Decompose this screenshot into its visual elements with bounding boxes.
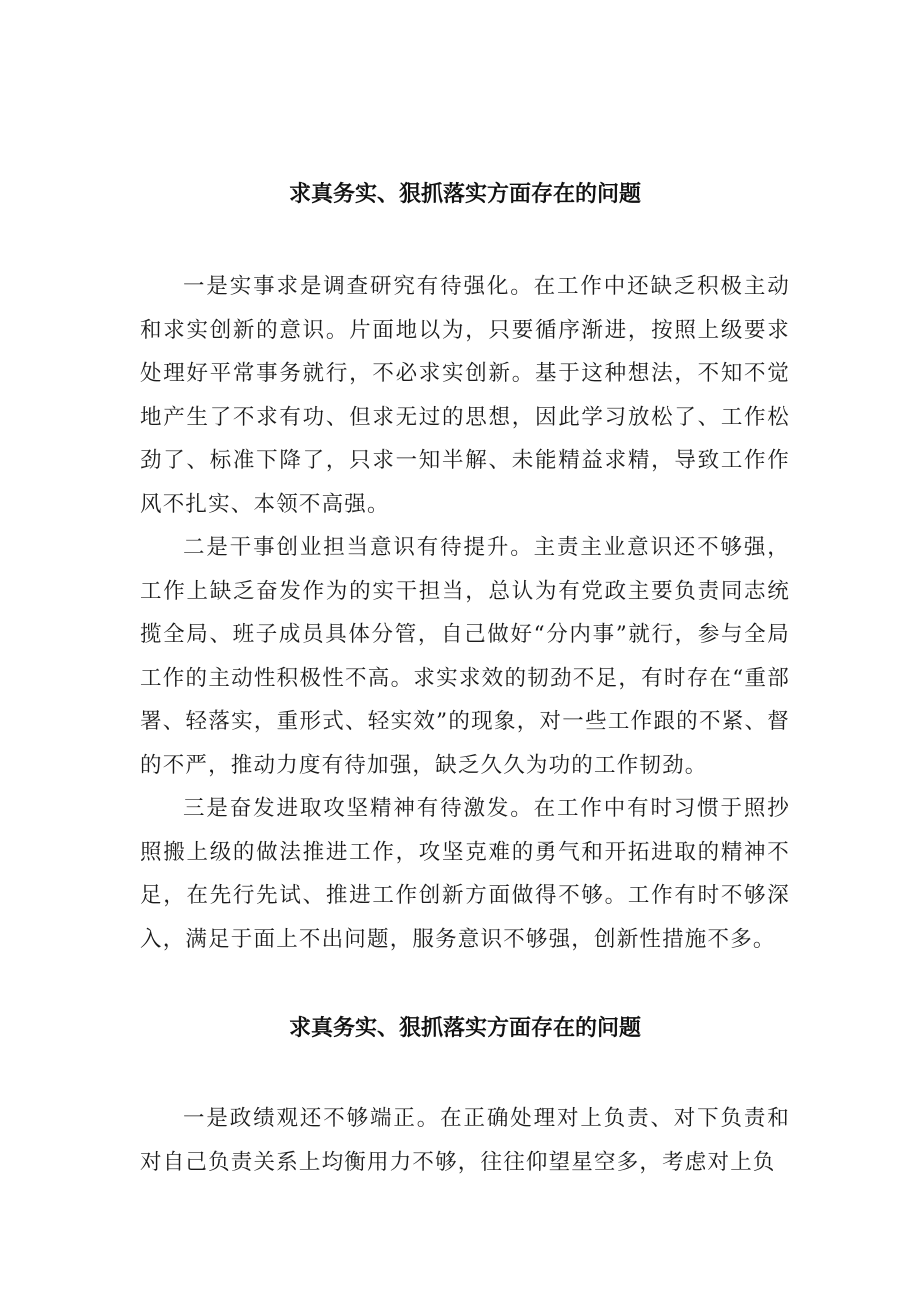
section-title: 求真务实、狠抓落实方面存在的问题 <box>288 182 641 207</box>
document-section-1 <box>140 176 790 961</box>
body-paragraph: 三是奋发进取攻坚精神有待激发。在工作中有时习惯于照抄照搬上级的做法推进工作，攻坚克难的勇气和开拓进取的精神不足，在先行先试、推进工作创新方面做得不够。工作有时不够深入，满足于面上不出问题，服务意识不够强，创新性措施不多。 <box>140 796 790 952</box>
body-paragraph: 一是实事求是调查研究有待强化。在工作中还缺乏积极主动和求实创新的意识。片面地以为，只要循序渐进，按照上级要求处理好平常事务就行，不必求实创新。基于这种想法，不知不觉地产生了不求有功、但求无过的思想，因此学习放松了、工作松劲了、标准下降了，只求一知半解、未能精益求精，导致工作作风不扎实、本领不高强。 <box>140 274 790 517</box>
body-paragraph: 二是干事创业担当意识有待提升。主责主业意识还不够强，工作上缺乏奋发作为的实干担当，总认为有党政主要负责同志统揽全局、班子成员具体分管，自己做好“分内事”就行，参与全局工作的主动性积极性不高。求实求效的韧劲不足，有时存在“重部署、轻落实，重形式、轻实效”的现象，对一些工作跟的不紧、督的不严，推动力度有待加强，缺乏久久为功的工作韧劲。 <box>140 535 790 778</box>
body-paragraph: 一是政绩观还不够端正。在正确处理对上负责、对下负责和对自己负责关系上均衡用力不够，往往仰望星空多，考虑对上负 <box>140 1106 790 1175</box>
document-section-2 <box>140 1010 790 1184</box>
section-title: 求真务实、狠抓落实方面存在的问题 <box>288 1016 641 1041</box>
